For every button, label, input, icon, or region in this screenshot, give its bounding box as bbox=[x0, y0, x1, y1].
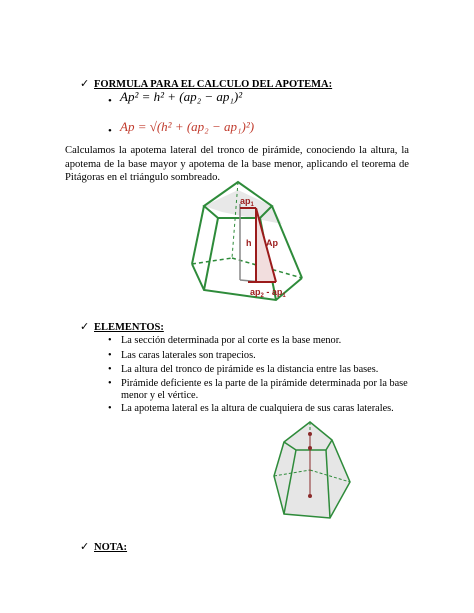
list-item: menor y el vértice. bbox=[121, 390, 199, 401]
list-item: Las caras laterales son trapecios. bbox=[121, 350, 256, 361]
bullet-icon: • bbox=[108, 335, 112, 346]
formula-apotema-squared: Ap² = h² + (ap₂ − ap₁)² bbox=[120, 89, 243, 104]
label-ap2-minus-ap1: $ap_2 - ap_1$ bbox=[250, 287, 286, 299]
bullet-icon: • bbox=[108, 350, 112, 361]
truncated-pyramid-figure bbox=[190, 178, 308, 308]
label-Ap: Ap bbox=[266, 238, 278, 248]
bullet-icon: • bbox=[108, 364, 112, 375]
check-icon: ✓ bbox=[80, 540, 90, 553]
label-h: h bbox=[246, 238, 252, 248]
elements-heading: ELEMENTOS: bbox=[94, 322, 164, 333]
intro-paragraph: Calculamos la apotema lateral del tronco de pirámide, conociendo la altura, la apotema de la base mayor y apotema de la base menor, aplicando el teorema de Pitágoras en el triángulo sombreado. bbox=[65, 145, 409, 183]
nota-heading: NOTA: bbox=[94, 542, 128, 553]
label-ap1: $ap_1$ bbox=[240, 196, 254, 208]
list-item: Pirámide deficiente es la parte de la pirámide determinada por la base bbox=[121, 378, 408, 389]
formula-heading: FORMULA PARA EL CALCULO DEL APOTEMA: bbox=[94, 79, 333, 90]
list-item: La apotema lateral es la altura de cualquiera de sus caras laterales. bbox=[121, 403, 394, 414]
pyramid-frustum-figure bbox=[270, 420, 360, 530]
bullet-icon: • bbox=[108, 403, 112, 414]
bullet-icon: • bbox=[108, 125, 112, 137]
check-icon: ✓ bbox=[80, 320, 90, 333]
check-icon: ✓ bbox=[80, 77, 90, 90]
bullet-icon: • bbox=[108, 95, 112, 107]
list-item: La altura del tronco de pirámide es la distancia entre las bases. bbox=[121, 364, 379, 375]
formula-apotema-root: Ap = √(h² + (ap₂ − ap₁)²) bbox=[120, 119, 255, 134]
bullet-icon: • bbox=[108, 378, 112, 389]
list-item: La sección determinada por al corte es la base menor. bbox=[121, 335, 342, 346]
